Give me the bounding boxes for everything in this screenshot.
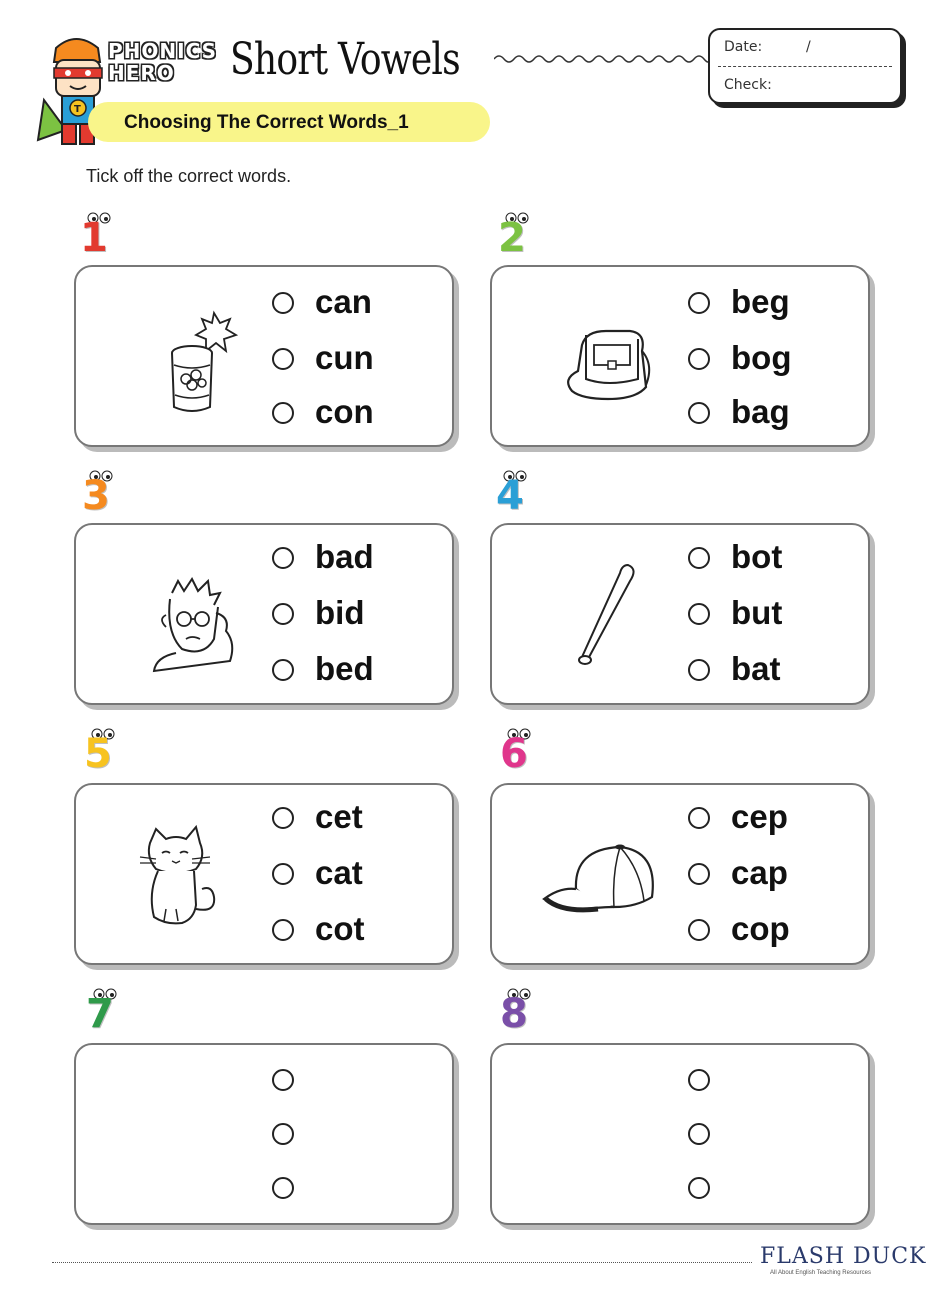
instruction-text: Tick off the correct words. (86, 166, 292, 186)
date-check-separator (718, 66, 892, 67)
option-word: bag (731, 393, 790, 430)
number-badge-1 (78, 212, 118, 260)
flash-duck-logo (760, 1242, 927, 1282)
tick-circle[interactable] (272, 603, 294, 625)
tick-circle[interactable] (688, 919, 710, 941)
option-word: cun (315, 339, 374, 376)
logo-tagline: All About English Teaching Resources (770, 1270, 871, 1276)
option-word: cop (731, 910, 790, 947)
number-badge-7 (84, 988, 124, 1036)
number-badge-3 (80, 470, 120, 518)
tick-circle[interactable] (688, 659, 710, 681)
number-digit: 2 (498, 215, 526, 261)
cap-icon (540, 813, 670, 943)
tick-circle[interactable] (272, 402, 294, 424)
number-badge-2 (496, 212, 536, 260)
tick-circle[interactable] (272, 348, 294, 370)
option-word: cat (315, 854, 363, 891)
date-slash: / (806, 39, 811, 55)
page-title: Short Vowels (230, 34, 460, 85)
tick-circle[interactable] (688, 292, 710, 314)
word-card-1 (74, 265, 454, 447)
footer-dotted-line (52, 1262, 752, 1263)
number-digit: 5 (84, 731, 112, 777)
number-badge-6 (498, 728, 538, 776)
date-check-box (708, 28, 902, 104)
subtitle-band (88, 102, 490, 142)
number-digit: 8 (500, 991, 528, 1037)
tick-circle[interactable] (688, 547, 710, 569)
tick-circle[interactable] (688, 402, 710, 424)
tick-circle[interactable] (272, 807, 294, 829)
option-word: cep (731, 798, 788, 835)
word-card-8 (490, 1043, 870, 1225)
tick-circle[interactable] (272, 1123, 294, 1145)
option-word: con (315, 393, 374, 430)
word-card-5 (74, 783, 454, 965)
tick-circle[interactable] (272, 1177, 294, 1199)
bed-head-boy-icon (126, 553, 256, 683)
wavy-divider (494, 52, 709, 66)
option-word: bot (731, 538, 783, 575)
word-card-3 (74, 523, 454, 705)
brand-line-1: PHONICS (108, 39, 218, 63)
tick-circle[interactable] (688, 807, 710, 829)
logo-name: FLASH DUCK (760, 1244, 927, 1269)
word-card-7 (74, 1043, 454, 1225)
word-card-6 (490, 783, 870, 965)
option-word: but (731, 594, 783, 631)
number-digit: 4 (496, 473, 524, 519)
number-digit: 1 (80, 215, 108, 261)
option-word: bad (315, 538, 374, 575)
tick-circle[interactable] (272, 1069, 294, 1091)
tick-circle[interactable] (272, 547, 294, 569)
cat-icon (126, 813, 256, 943)
tick-circle[interactable] (688, 1123, 710, 1145)
number-badge-5 (82, 728, 122, 776)
option-word: can (315, 283, 372, 320)
option-word: beg (731, 283, 790, 320)
option-word: bog (731, 339, 792, 376)
option-word: bat (731, 650, 781, 687)
tick-circle[interactable] (688, 1177, 710, 1199)
option-word: cap (731, 854, 788, 891)
option-word: bid (315, 594, 365, 631)
tick-circle[interactable] (272, 863, 294, 885)
number-badge-4 (494, 470, 534, 518)
tick-circle[interactable] (688, 863, 710, 885)
brand-line-2: HERO (108, 61, 175, 85)
tick-circle[interactable] (272, 659, 294, 681)
number-digit: 6 (500, 731, 528, 777)
date-label: Date: (724, 39, 763, 55)
can-icon (126, 295, 256, 425)
bat-icon (542, 553, 672, 683)
option-word: cot (315, 910, 365, 947)
word-card-2 (490, 265, 870, 447)
tick-circle[interactable] (272, 919, 294, 941)
tick-circle[interactable] (272, 292, 294, 314)
number-digit: 3 (82, 473, 110, 519)
tick-circle[interactable] (688, 1069, 710, 1091)
tick-circle[interactable] (688, 348, 710, 370)
number-badge-8 (498, 988, 538, 1036)
option-word: bed (315, 650, 374, 687)
subtitle: Choosing The Correct Words_1 (124, 112, 409, 133)
check-label: Check: (724, 77, 772, 93)
word-card-4 (490, 523, 870, 705)
bag-icon (542, 295, 672, 425)
tick-circle[interactable] (688, 603, 710, 625)
option-word: cet (315, 798, 363, 835)
number-digit: 7 (86, 991, 114, 1037)
svg-text:T: T (74, 104, 81, 115)
phonics-hero-logo (108, 40, 228, 90)
